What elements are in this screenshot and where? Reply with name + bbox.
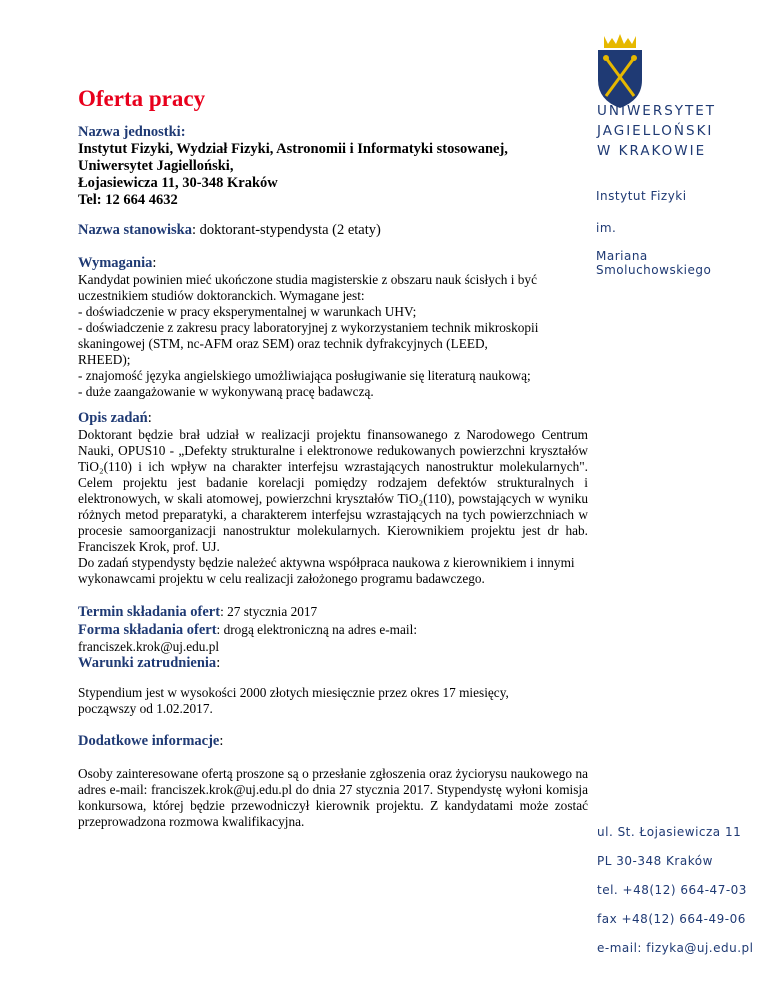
deadline-section — [78, 603, 588, 672]
university-line: JAGIELLOŃSKI — [597, 123, 714, 139]
institute-line: Mariana Smoluchowskiego — [596, 249, 712, 277]
conditions-colon: : — [216, 655, 221, 671]
tasks-section: Opis zadań: Doktorant będzie brał udział w realizacji projektu finansowanego z Narodowego Centrum Nauki, OPUS10 - „Defekty strukturalne i elektronowe redukowanych powierzchni kryształów TiO₂(110) i ich wpływ na charakter interfejsu wzrastających nanostruktur molekularnych". Celem projektu jest badanie korelacji pomiędzy rodzajem defektów strukturalnych i elektronowych, w skali atomowej, powierzchni kryształów TiO₂(110), powstających w wyniku różnych metod preparatyki, a charakterem interfejsu wzrastających na tych powierzchniach w procesie samoorganizacji nanostruktur molekularnych. Kierownikiem projektu jest dr hab. Franciszek Krok, prof. UJ. Do zadań stypendysty będzie należeć aktywna współpraca naukowa z kierownikiem i innymi wykonawcami projektu w celu realizacji założonego programu badawczego. — [78, 410, 588, 586]
conditions-line: począwszy od 1.02.2017. — [78, 701, 213, 716]
institute-line: im. — [596, 221, 617, 235]
form-email: franciszek.krok@uj.edu.pl — [78, 639, 220, 654]
requirements-section: Wymagania: Kandydat powinien mieć ukończone studia magisterskie z obszaru nauk ścisłych i być uczestnikiem studiów doktoranckich. Wymagane jest: - doświadczenie w pracy eksperymentalnej w warunkach UHV; - doświadczenie z zakresu pracy laboratoryjnej z wykorzystaniem technik mikroskopii skaningowej (STM, nc-AFM oraz SEM) oraz technik dyfrakcyjnych (LEED, RHEED); - znajomość języka angielskiego umożliwiająca posługiwanie się literaturą naukową; - duże zaangażowanie w wykonywaną pracę badawczą. — [78, 255, 588, 400]
deadline-label: Termin składania ofert — [78, 604, 221, 620]
requirements-line: RHEED); — [78, 352, 131, 367]
university-line: UNIWERSYTET — [597, 103, 717, 119]
position-label: Nazwa stanowiska — [78, 222, 192, 238]
institute-line: Instytut Fizyki — [596, 189, 687, 203]
conditions-line: Stypendium jest w wysokości 2000 złotych miesięcznie przez okres 17 miesięcy, — [78, 685, 509, 700]
unit-line: Tel: 12 664 4632 — [78, 192, 178, 208]
university-name — [597, 101, 716, 161]
additional-colon: : — [219, 733, 224, 749]
position-value: : doktorant-stypendysta (2 etaty) — [192, 222, 381, 238]
contact-address: ul. St. Łojasiewicza 11 — [597, 825, 742, 839]
conditions-label: Warunki zatrudnienia — [78, 655, 217, 671]
requirements-line: - doświadczenie w pracy eksperymentalnej w warunkach UHV; — [78, 304, 417, 319]
tasks-paragraph: Doktorant będzie brał udział w realizacji projektu finansowanego z Narodowego Centrum Nauki, OPUS10 - „Defekty strukturalne i elektronowe redukowanych powierzchni kryształów TiO₂(110) i ich wpływ na charakter interfejsu wzrastających nanostruktur molekularnych". Celem projektu jest badanie korelacji pomiędzy rodzajem defektów strukturalnych i elektronowych, w skali atomowej, powierzchni kryształów TiO₂(110), powstających w wyniku różnych metod preparatyki, a charakterem interfejsu wzrastających na tych powierzchniach w procesie samoorganizacji nanostruktur molekularnych. Kierownikiem projektu jest dr hab. Franciszek Krok, prof. UJ. — [78, 427, 588, 554]
additional-heading — [78, 733, 588, 750]
page-title: Oferta pracy — [78, 86, 206, 111]
conditions-text — [78, 685, 588, 717]
form-value: : drogą elektroniczną na adres e-mail: — [216, 622, 418, 637]
additional-text: Osoby zainteresowane ofertą proszone są o przesłanie zgłoszenia oraz życiorysu naukowego na adres e-mail: franciszek.krok@uj.edu.pl do dnia 27 stycznia 2017. Stypendystę wyłoni komisja konkursowa, której będzie przewodniczył kierownik projektu. Z kandydatami może zostać przeprowadzona rozmowa kwalifikacyjna. — [78, 766, 588, 829]
unit-line: Uniwersytet Jagielloński, — [78, 158, 234, 174]
unit-line: Łojasiewicza 11, 30-348 Kraków — [78, 175, 278, 191]
additional-label: Dodatkowe informacje — [78, 733, 220, 749]
university-line: W KRAKOWIE — [597, 143, 707, 159]
university-emblem-icon — [590, 32, 650, 110]
requirements-line: skaningowej (STM, nc-AFM oraz SEM) oraz technik dyfrakcyjnych (LEED, — [78, 336, 488, 351]
tasks-label: Opis zadań — [78, 410, 148, 426]
contact-phone: tel. +48(12) 664-47-03 — [597, 883, 747, 897]
requirements-line: - duże zaangażowanie w wykonywaną pracę badawczą. — [78, 384, 374, 399]
position-section — [78, 222, 588, 239]
requirements-line: uczestnikiem studiów doktoranckich. Wymagane jest: — [78, 288, 365, 303]
deadline-value: : 27 stycznia 2017 — [220, 604, 318, 619]
unit-label: Nazwa jednostki — [78, 124, 181, 140]
tasks-paragraph: Do zadań stypendysty będzie należeć aktywna współpraca naukowa z kierownikiem i innymi wykonawcami projektu w celu realizacji założonego programu badawczego. — [78, 555, 575, 586]
contact-email: e-mail: fizyka@uj.edu.pl — [597, 941, 754, 955]
requirements-line: - doświadczenie z zakresu pracy laboratoryjnej z wykorzystaniem technik mikroskopii — [78, 320, 539, 335]
additional-section — [78, 766, 588, 830]
unit-line: Instytut Fizyki, Wydział Fizyki, Astronomii i Informatyki stosowanej, — [78, 141, 508, 157]
form-label: Forma składania ofert — [78, 622, 217, 638]
contact-city: PL 30-348 Kraków — [597, 854, 713, 868]
contact-fax: fax +48(12) 664-49-06 — [597, 912, 746, 926]
requirements-label: Wymagania — [78, 255, 153, 271]
requirements-line: Kandydat powinien mieć ukończone studia magisterskie z obszaru nauk ścisłych i być — [78, 272, 537, 287]
requirements-line: - znajomość języka angielskiego umożliwiająca posługiwanie się literaturą naukową; — [78, 368, 531, 383]
unit-section: Nazwa jednostki: Instytut Fizyki, Wydział Fizyki, Astronomii i Informatyki stosowanej, Uniwersytet Jagielloński, Łojasiewicza 11, 30-348 Kraków Tel: 12 664 4632 — [78, 124, 588, 209]
